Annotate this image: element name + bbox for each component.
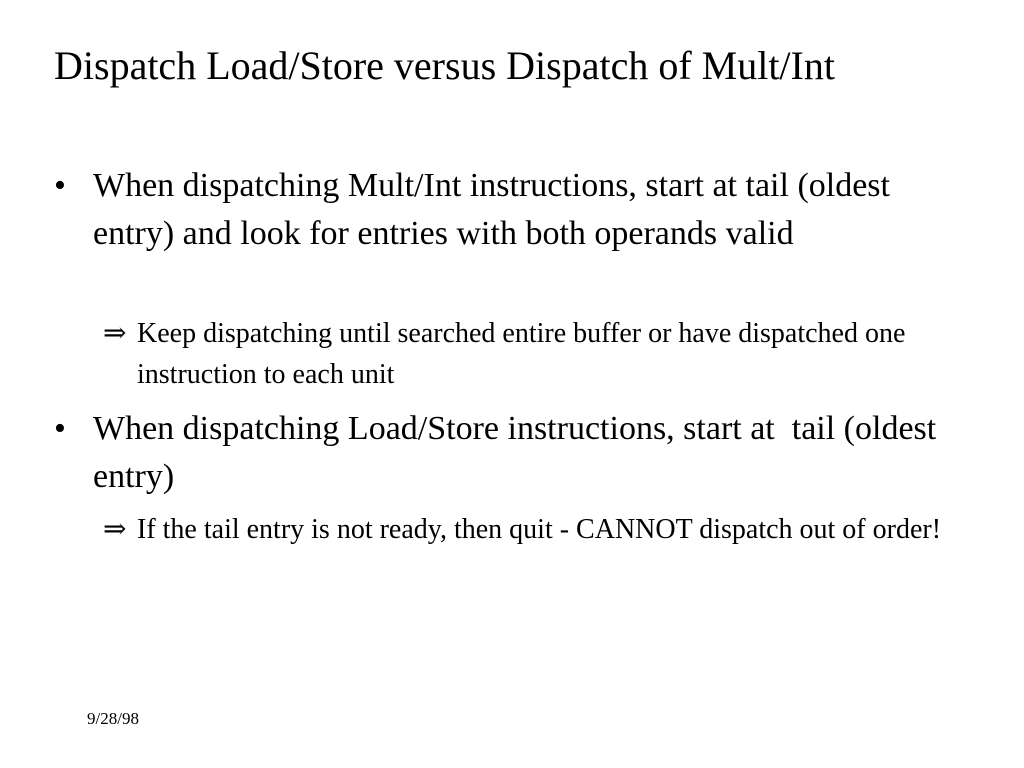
implies-arrow-icon: ⇒	[103, 514, 127, 545]
footer-date: 9/28/98	[87, 709, 139, 728]
slide-title: Dispatch Load/Store versus Dispatch of Mult/Int	[54, 43, 835, 88]
bullet-text: When dispatching Mult/Int instructions, start at tail (oldest entry) and look for entries with both operands valid	[93, 167, 899, 252]
bullet-load-store	[54, 405, 974, 501]
sub-bullet-text: Keep dispatching until searched entire buffer or have dispatched one instruction to each unit	[137, 318, 906, 390]
bullet-mult-int	[54, 162, 974, 258]
implies-arrow-icon: ⇒	[103, 318, 127, 349]
bullet-marker: •	[54, 410, 66, 447]
bullet-text: When dispatching Load/Store instructions, start at tail (oldest entry)	[93, 410, 945, 495]
sub-bullet-load-store	[103, 509, 963, 550]
sub-bullet-text: If the tail entry is not ready, then quit - CANNOT dispatch out of order!	[137, 514, 942, 545]
bullet-marker: •	[54, 167, 66, 204]
sub-bullet-mult-int	[103, 313, 963, 395]
